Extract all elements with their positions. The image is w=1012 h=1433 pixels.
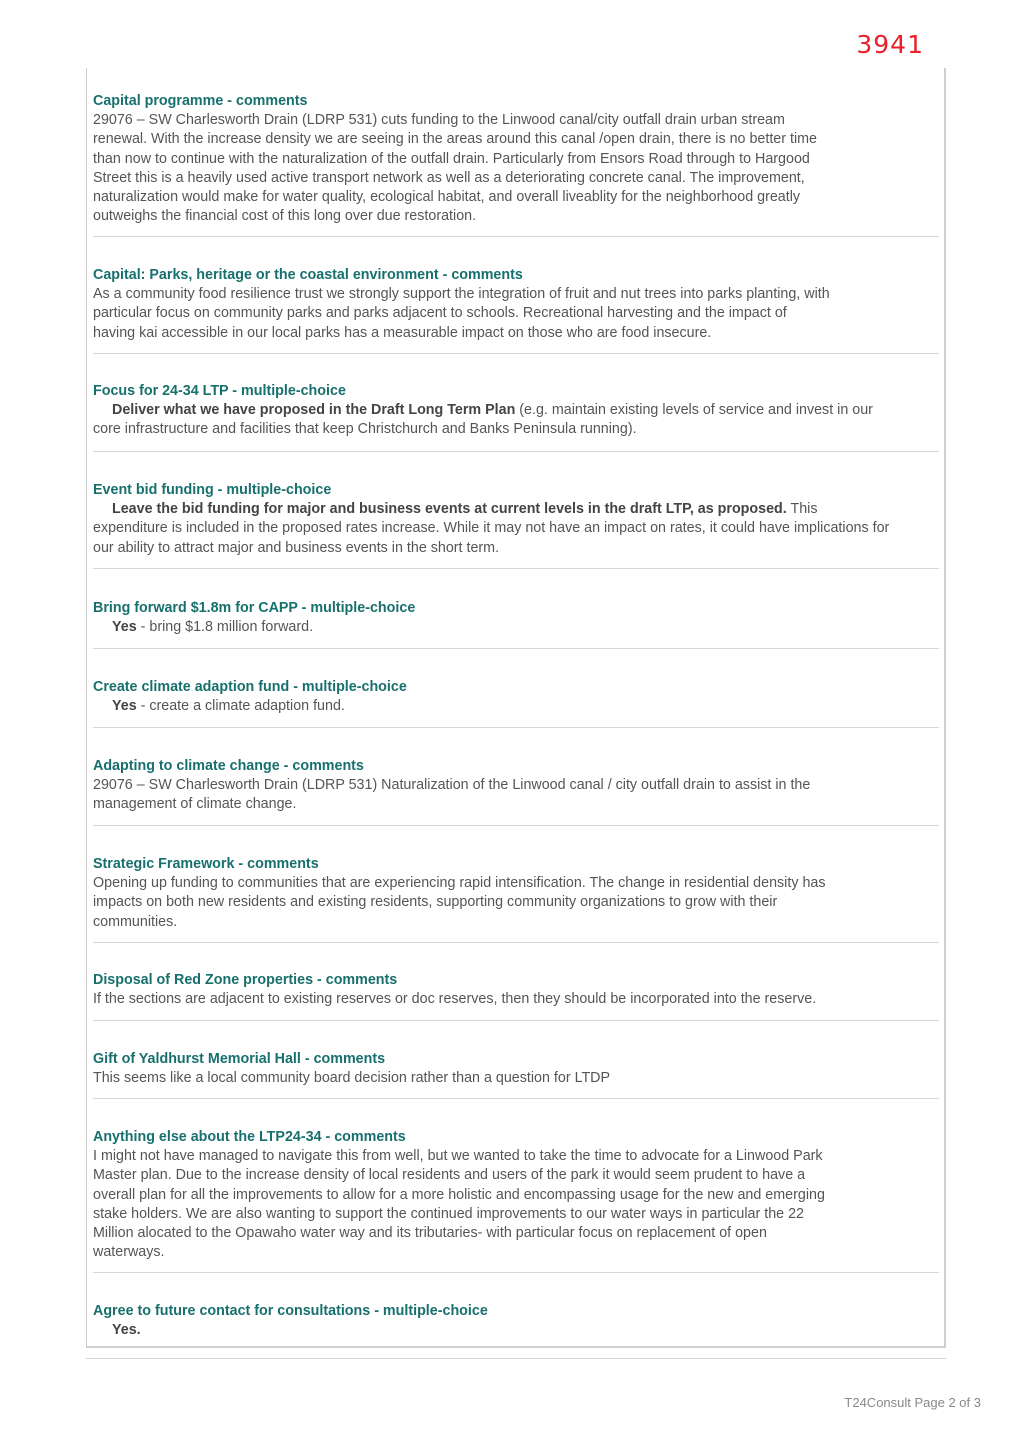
section-title: Gift of Yaldhurst Memorial Hall - comments	[93, 1051, 386, 1067]
section-title: Capital programme - comments	[93, 93, 308, 109]
section-body: I might not have managed to navigate this from well, but we wanted to take the time to advocate for a Linwood Park Master plan. Due to the increase density of local residents and users of the park it would seem prudent to have a overall plan for all the improvements to allow for a more holistic and encompassing usage for the new and emerging stake holders. We are also wanting to support the continued improvements to our water ways in particular the 22 Million alocated to the Opawaho water way and its tributaries- with particular focus on replacement of open waterways.	[93, 1148, 825, 1261]
section-body: 29076 – SW Charlesworth Drain (LDRP 531) Naturalization of the Linwood canal / city outfall drain to assist in the management of climate change.	[93, 777, 811, 813]
section-title: Event bid funding - multiple-choice	[93, 482, 332, 498]
divider	[93, 1098, 939, 1099]
section-capital-programme	[93, 92, 939, 226]
section-title: Strategic Framework - comments	[93, 856, 319, 872]
option-description-continued: expenditure is included in the proposed rates increase. While it may not have an impact on rates, it could have implications for our ability to attract major and business events in the short term.	[93, 520, 890, 556]
selected-option: Yes	[112, 619, 137, 636]
choice-answer	[93, 1321, 939, 1340]
section-title: Focus for 24-34 LTP - multiple-choice	[93, 383, 346, 399]
selected-option: Deliver what we have proposed in the Draft Long Term Plan	[112, 402, 516, 419]
section-body: If the sections are adjacent to existing reserves or doc reserves, then they should be incorporated into the reserve.	[93, 991, 817, 1008]
page-footer: T24Consult Page 2 of 3	[844, 1395, 981, 1410]
divider	[93, 353, 939, 354]
section-title: Anything else about the LTP24-34 - comments	[93, 1129, 406, 1145]
divider	[93, 727, 939, 728]
section-focus-ltp	[93, 382, 939, 440]
section-anything-else	[93, 1128, 939, 1262]
section-title: Agree to future contact for consultations - multiple-choice	[93, 1303, 488, 1319]
selected-option: Yes.	[112, 1322, 141, 1339]
choice-answer	[93, 401, 939, 420]
choice-answer	[93, 500, 939, 519]
divider	[93, 648, 939, 649]
footer-divider	[86, 1358, 946, 1359]
selected-option: Yes	[112, 698, 137, 715]
divider	[93, 236, 939, 237]
section-title: Create climate adaption fund - multiple-choice	[93, 679, 407, 695]
section-body: 29076 – SW Charlesworth Drain (LDRP 531) cuts funding to the Linwood canal/city outfall drain urban stream renewal. With the increase density we are seeing in the areas around this canal /open drain, there is no better time than now to continue with the naturalization of the outfall drain. Particularly from Ensors Road through to Hargood Street this is a heavily used active transport network as well as a deteriorating concrete canal. The improvement, naturalization would make for water quality, ecological habitat, and overall liveablity for the neighborhood greatly outweighs the financial cost of this long over due restoration.	[93, 112, 817, 225]
option-description: - create a climate adaption fund.	[136, 698, 345, 715]
selected-option: Leave the bid funding for major and business events at current levels in the draft LTP, as proposed.	[112, 501, 787, 518]
option-description: - bring $1.8 million forward.	[136, 619, 314, 636]
section-bring-forward-capp	[93, 599, 939, 637]
section-title: Disposal of Red Zone properties - comments	[93, 972, 398, 988]
divider	[93, 451, 939, 452]
section-body: As a community food resilience trust we strongly support the integration of fruit and nut trees into parks planting, with particular focus on community parks and parks adjacent to schools. Recreational harvesting and the impact of having kai accessible in our local parks has a measurable impact on those who are food insecure.	[93, 286, 830, 341]
section-body: This seems like a local community board decision rather than a question for LTDP	[93, 1070, 611, 1087]
divider	[93, 1020, 939, 1021]
section-adapting-climate-change	[93, 757, 939, 815]
divider	[93, 568, 939, 569]
option-description: (e.g. maintain existing levels of service and invest in our	[515, 402, 873, 419]
section-event-bid-funding	[93, 481, 939, 558]
section-red-zone	[93, 971, 939, 1009]
section-strategic-framework	[93, 855, 939, 932]
section-future-contact	[93, 1302, 939, 1340]
divider	[93, 942, 939, 943]
section-body: Opening up funding to communities that are experiencing rapid intensification. The change in residential density has impacts on both new residents and existing residents, supporting community organizations to grow with their communities.	[93, 875, 826, 930]
divider	[93, 1272, 939, 1273]
section-title: Capital: Parks, heritage or the coastal environment - comments	[93, 267, 523, 283]
section-climate-adaption-fund	[93, 678, 939, 716]
section-title: Bring forward $1.8m for CAPP - multiple-choice	[93, 600, 416, 616]
choice-answer	[93, 618, 939, 637]
page-number: 3941	[856, 30, 924, 59]
option-description-continued: core infrastructure and facilities that keep Christchurch and Banks Peninsula running).	[93, 421, 637, 438]
section-capital-parks	[93, 266, 939, 343]
divider	[93, 825, 939, 826]
option-description: This	[786, 501, 818, 518]
choice-answer	[93, 697, 939, 716]
section-title: Adapting to climate change - comments	[93, 758, 364, 774]
section-yaldhurst-hall	[93, 1050, 939, 1088]
